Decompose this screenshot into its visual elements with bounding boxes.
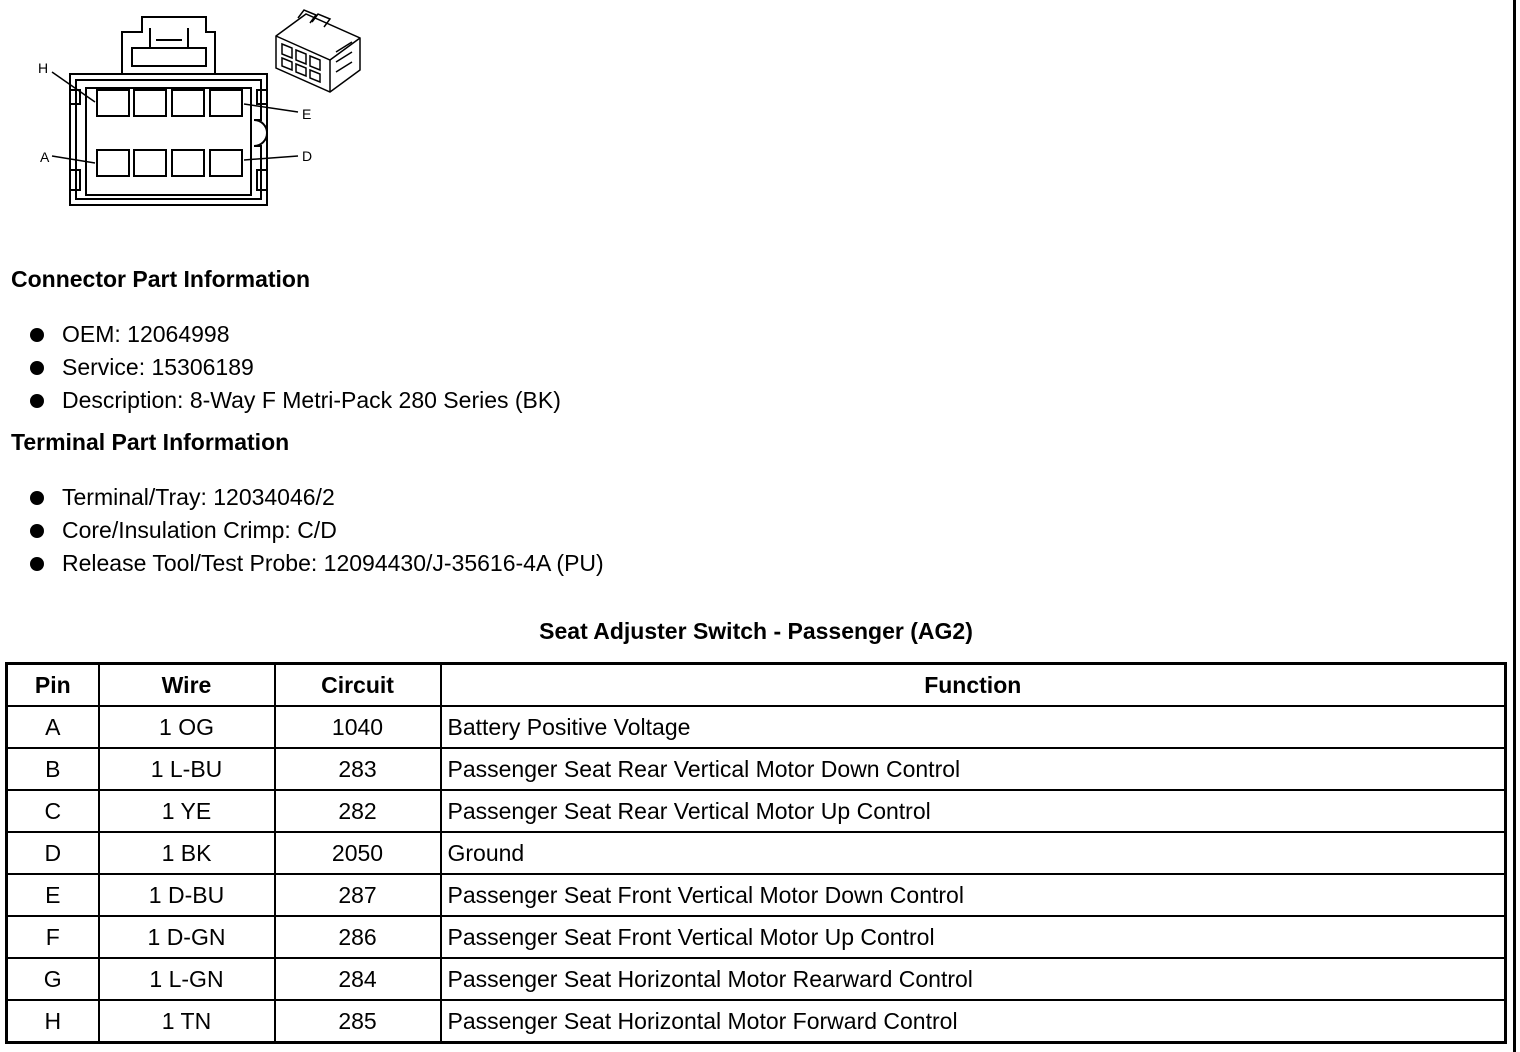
table-row [7,790,1506,832]
pin-label-a: A [40,149,50,165]
cell-function: Passenger Seat Rear Vertical Motor Up Control [441,790,1506,832]
cavity-b [134,150,166,176]
cell-circuit: 284 [275,958,441,1000]
bullet-icon [30,361,44,375]
table-row [7,958,1506,1000]
header-circuit: Circuit [275,664,441,707]
table-row [7,832,1506,874]
cell-wire: 1 BK [99,832,275,874]
bullet-icon [30,524,44,538]
connector-part-info-heading: Connector Part Information [11,266,311,292]
cavity-c [172,150,204,176]
cell-circuit: 283 [275,748,441,790]
cell-pin: F [7,916,99,958]
table-row [7,1000,1506,1043]
cell-pin: D [7,832,99,874]
cell-pin: A [7,706,99,748]
pin-label-e: E [302,106,312,122]
pin-label-d: D [302,148,313,164]
cavity-g [134,90,166,116]
cell-wire: 1 L-GN [99,958,275,1000]
cell-function: Ground [441,832,1506,874]
connector-isometric-icon [276,10,360,92]
cell-circuit: 2050 [275,832,441,874]
table-caption: Seat Adjuster Switch - Passenger (AG2) [539,618,973,644]
bullet-icon [30,557,44,571]
cell-circuit: 285 [275,1000,441,1043]
cell-function: Passenger Seat Front Vertical Motor Down Control [441,874,1506,916]
cavity-h [97,90,129,116]
connector-housing [70,74,267,205]
table-row [7,706,1506,748]
cell-circuit: 1040 [275,706,441,748]
connector-part-info-list [30,318,561,417]
cell-function: Battery Positive Voltage [441,706,1506,748]
list-item: Terminal/Tray: 12034046/2 [30,481,604,514]
cavity-d [210,150,242,176]
list-item: Service: 15306189 [30,351,561,384]
cell-wire: 1 YE [99,790,275,832]
cell-wire: 1 OG [99,706,275,748]
cell-wire: 1 D-GN [99,916,275,958]
cell-pin: G [7,958,99,1000]
cell-pin: C [7,790,99,832]
cell-circuit: 287 [275,874,441,916]
table-header-row [7,664,1506,707]
cell-pin: B [7,748,99,790]
cell-pin: H [7,1000,99,1043]
cell-wire: 1 TN [99,1000,275,1043]
header-wire: Wire [99,664,275,707]
cell-wire: 1 D-BU [99,874,275,916]
bullet-icon [30,394,44,408]
header-pin: Pin [7,664,99,707]
terminal-part-info-heading: Terminal Part Information [11,429,290,455]
list-item: Core/Insulation Crimp: C/D [30,514,604,547]
terminal-part-info-list [30,481,604,580]
cell-pin: E [7,874,99,916]
cell-function: Passenger Seat Horizontal Motor Forward Control [441,1000,1506,1043]
bullet-icon [30,328,44,342]
cell-function: Passenger Seat Horizontal Motor Rearward Control [441,958,1506,1000]
cavity-f [172,90,204,116]
cell-function: Passenger Seat Rear Vertical Motor Down Control [441,748,1506,790]
table-row [7,916,1506,958]
cell-circuit: 286 [275,916,441,958]
pinout-table [5,662,1507,1044]
header-function: Function [441,664,1506,707]
list-item: Description: 8-Way F Metri-Pack 280 Series (BK) [30,384,561,417]
table-row [7,874,1506,916]
bullet-icon [30,491,44,505]
pin-label-h: H [38,60,49,76]
cell-circuit: 282 [275,790,441,832]
cell-wire: 1 L-BU [99,748,275,790]
cavity-a [97,150,129,176]
cell-function: Passenger Seat Front Vertical Motor Up Control [441,916,1506,958]
list-item: OEM: 12064998 [30,318,561,351]
connector-face-diagram [0,0,380,215]
list-item: Release Tool/Test Probe: 12094430/J-35616-4A (PU) [30,547,604,580]
cavity-e [210,90,242,116]
table-row [7,748,1506,790]
right-border-rule [1513,0,1516,1052]
